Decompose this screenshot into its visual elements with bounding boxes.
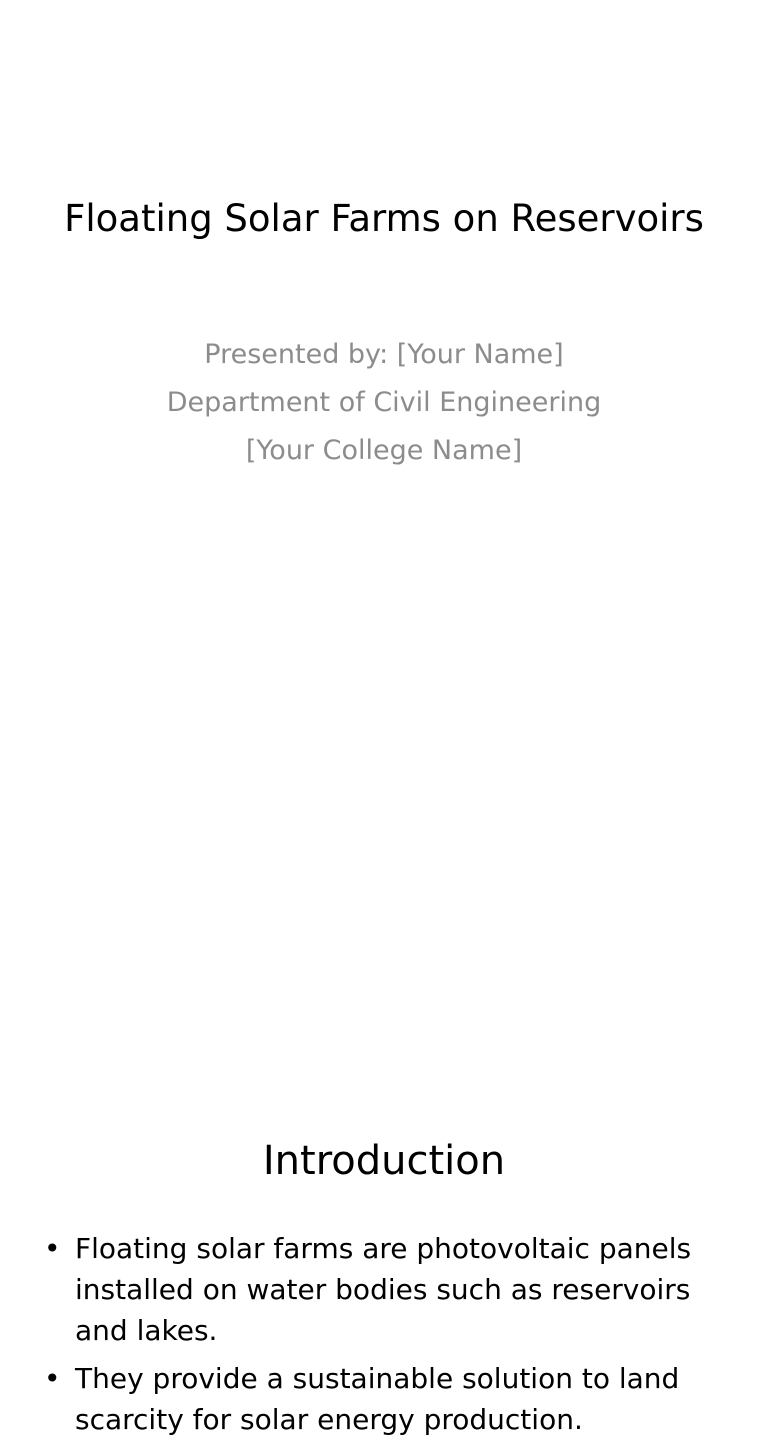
list-item: [44, 1228, 704, 1351]
bullet-list: [44, 1228, 704, 1447]
bullet-icon: •: [44, 1362, 61, 1395]
title-slide: [0, 0, 768, 512]
department-line: Department of Civil Engineering: [166, 387, 602, 418]
slide-subtitle: [0, 331, 768, 475]
bullet-text: They provide a sustainable solution to land scarcity for solar energy production.: [75, 1362, 680, 1436]
slide-title: Introduction: [262, 1138, 506, 1184]
list-item: [44, 1358, 704, 1440]
college-line: [Your College Name]: [245, 435, 523, 466]
presenter-line: Presented by: [Your Name]: [204, 339, 564, 370]
bullet-text: Floating solar farms are photovoltaic panels installed on water bodies such as reservoirs and lakes.: [75, 1232, 692, 1347]
introduction-slide: [0, 512, 768, 1436]
bullet-icon: •: [44, 1232, 61, 1265]
slide-title: Floating Solar Farms on Reservoirs: [64, 197, 704, 240]
